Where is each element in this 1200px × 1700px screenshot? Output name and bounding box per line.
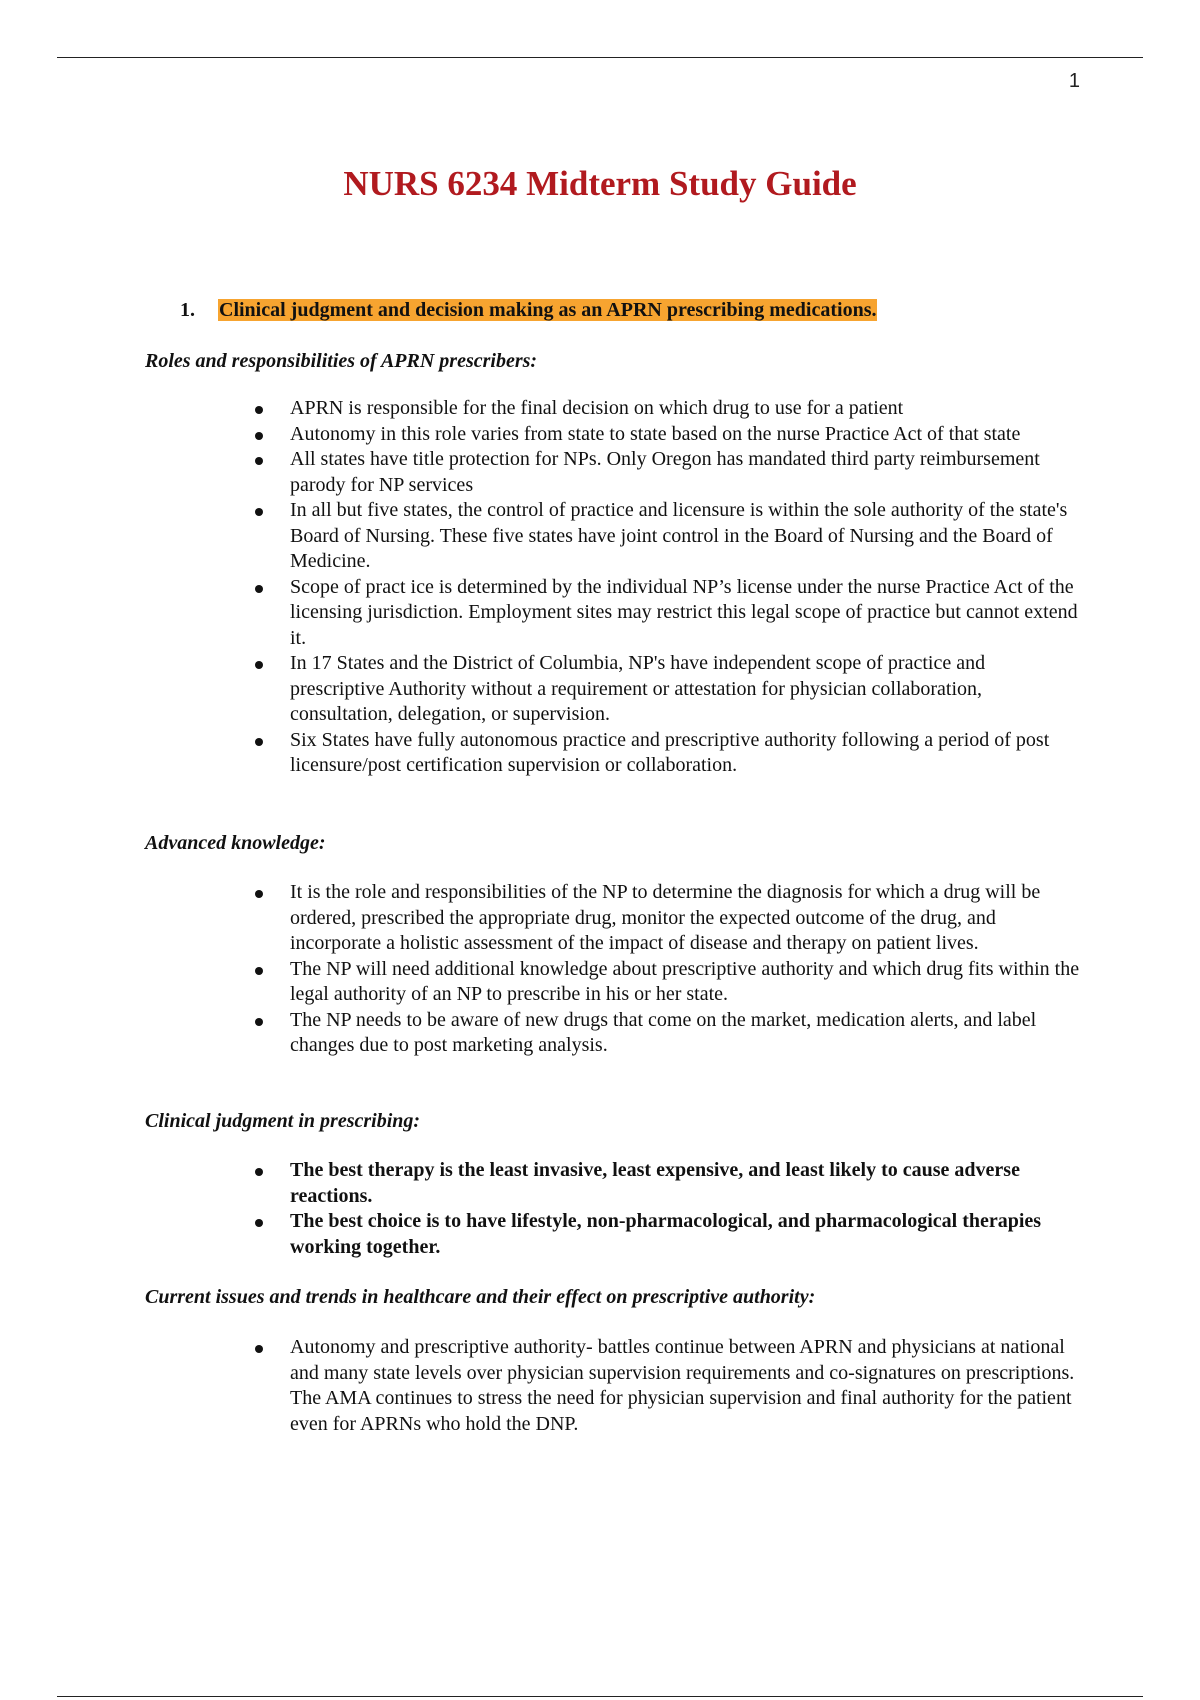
bullet-icon xyxy=(255,585,263,593)
list-item-text: The NP will need additional knowledge about prescriptive authority and which drug fits within the legal authority of an NP to prescribe in his or her state. xyxy=(290,957,1080,1005)
footer-rule xyxy=(57,1696,1143,1697)
list-item xyxy=(252,728,1082,779)
clinical-judgment-list xyxy=(252,1158,1082,1260)
advanced-knowledge-list xyxy=(252,880,1082,1059)
list-item-text: Six States have fully autonomous practice and prescriptive authority following a period of post licensure/post certification supervision or collaboration. xyxy=(290,728,1050,776)
page-number: 1 xyxy=(1068,70,1080,92)
subsection-heading-roles: Roles and responsibilities of APRN prescribers: xyxy=(145,350,538,372)
list-item-text: The NP needs to be aware of new drugs that come on the market, medication alerts, and label changes due to post marketing analysis. xyxy=(290,1008,1037,1056)
subsection-heading-advanced-knowledge: Advanced knowledge: xyxy=(145,832,326,854)
bullet-icon xyxy=(255,661,263,669)
list-item-text: Autonomy in this role varies from state to state based on the nurse Practice Act of that state xyxy=(290,422,1021,445)
bullet-icon xyxy=(255,457,263,465)
list-item xyxy=(252,957,1082,1008)
bullet-icon xyxy=(255,432,263,440)
bullet-icon xyxy=(255,1168,263,1176)
bullet-icon xyxy=(255,508,263,516)
list-item xyxy=(252,1335,1082,1437)
list-item-text: Scope of pract ice is determined by the individual NP’s license under the nurse Practice Act of the licensing jurisdiction. Employment sites may restrict this legal scope of practice but cannot extend it. xyxy=(290,575,1078,649)
list-item xyxy=(252,498,1082,575)
bullet-icon xyxy=(255,1018,263,1026)
list-item-text: All states have title protection for NPs. Only Oregon has mandated third party reimbursement parody for NP services xyxy=(290,448,1040,496)
current-issues-list xyxy=(252,1335,1082,1437)
list-item-text: In 17 States and the District of Columbia, NP's have independent scope of practice and prescriptive Authority without a requirement or attestation for physician collaboration, consultation, delegation, or supervision. xyxy=(290,652,986,725)
list-item xyxy=(252,1209,1082,1260)
list-item-text: It is the role and responsibilities of the NP to determine the diagnosis for which a drug will be ordered, prescribed the appropriate drug, monitor the expected outcome of the drug, and incorporate a holistic assessment of the impact of disease and therapy on patient lives. xyxy=(290,881,1041,954)
section-heading xyxy=(180,296,877,324)
list-item-text: APRN is responsible for the final decision on which drug to use for a patient xyxy=(290,397,904,419)
list-item xyxy=(252,1008,1082,1059)
list-item-text: The best therapy is the least invasive, least expensive, and least likely to cause adverse reactions. xyxy=(290,1159,1020,1207)
section-number: 1. xyxy=(180,299,195,321)
subsection-heading-clinical-judgment: Clinical judgment in prescribing: xyxy=(145,1110,421,1132)
bullet-icon xyxy=(255,406,263,414)
list-item-text: In all but five states, the control of practice and licensure is within the sole authority of the state's Board of Nursing. These five states have joint control in the Board of Nursing and the Board of Medicine. xyxy=(290,499,1068,572)
list-item xyxy=(252,880,1082,957)
bullet-icon xyxy=(255,1345,263,1353)
list-item xyxy=(252,651,1082,728)
bullet-icon xyxy=(255,967,263,975)
bullet-icon xyxy=(255,738,263,746)
list-item-text: Autonomy and prescriptive authority- battles continue between APRN and physicians at national and many state levels over physician supervision requirements and co-signatures on prescriptions. The AMA continues to stress the need for physician supervision and final authority for the patient even for APRNs who hold the DNP. xyxy=(290,1336,1075,1435)
subsection-heading-current-issues: Current issues and trends in healthcare and their effect on prescriptive authority: xyxy=(145,1286,816,1308)
list-item xyxy=(252,447,1082,498)
header-rule xyxy=(57,57,1143,58)
roles-list xyxy=(252,396,1082,779)
list-item-text: The best choice is to have lifestyle, non-pharmacological, and pharmacological therapies working together. xyxy=(290,1210,1042,1258)
list-item xyxy=(252,1158,1082,1209)
section-heading-highlight: Clinical judgment and decision making as an APRN prescribing medications. xyxy=(219,299,877,321)
document-title: NURS 6234 Midterm Study Guide xyxy=(343,164,857,203)
list-item xyxy=(252,422,1082,448)
list-item xyxy=(252,396,1082,422)
bullet-icon xyxy=(255,1219,263,1227)
bullet-icon xyxy=(255,890,263,898)
list-item xyxy=(252,575,1082,652)
